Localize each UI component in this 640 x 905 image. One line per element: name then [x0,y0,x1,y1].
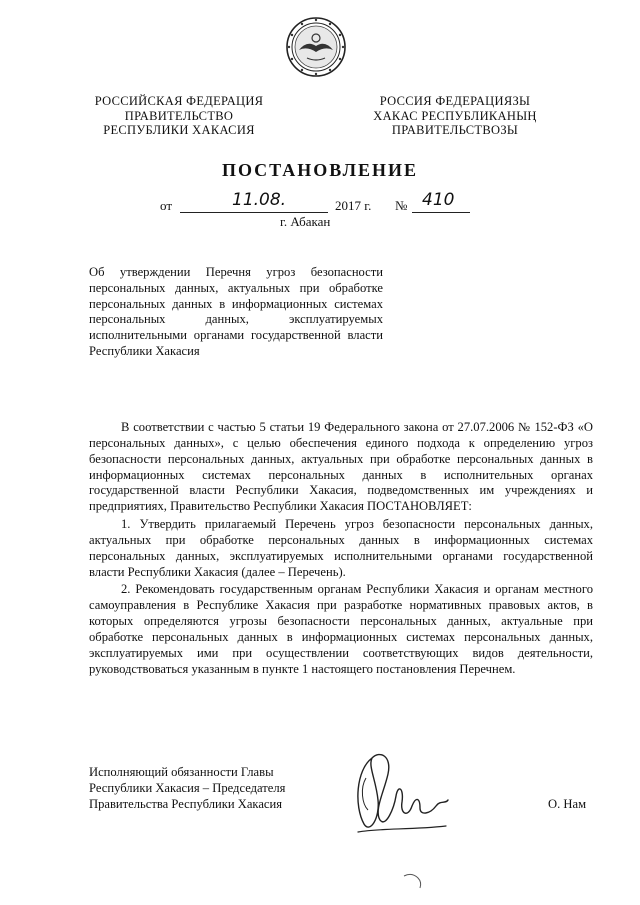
preamble-paragraph: В соответствии с частью 5 статьи 19 Федерального закона от 27.07.2006 № 152-ФЗ «О персональных данных», с целью обеспечения единого подхода к определению угроз безопасности персональных данных, актуальных при обработке персональных данных в информационных системах персональных данных в исполнительных органах государственной власти Республики Хакасия, подведомственных им учреждениях и предприятиях, Правительство Республики Хакасия ПОСТАНОВЛЯЕТ: [89,420,593,514]
header-right-block [360,94,550,138]
number-underline [412,212,470,213]
header-left-line: ПРАВИТЕЛЬСТВО [124,108,234,123]
from-label: от [160,198,173,213]
pen-mark [400,870,430,890]
date-underline [180,212,328,213]
handwritten-number: 410 [422,190,455,210]
date-number-line [160,190,480,216]
document-body [89,420,593,678]
handwritten-signature [350,748,460,840]
signatory-position-line: Республики Хакасия – Председателя [89,781,286,795]
signatory-position-line: Правительства Республики Хакасия [89,797,283,811]
header-left-line: РЕСПУБЛИКИ ХАКАСИЯ [103,123,255,137]
header-right-line: ХАКАС РЕСПУБЛИКАНЫҢ [373,108,537,123]
year-label: 2017 г. [335,198,372,213]
signatory-position-line: Исполняющий обязанности Главы [89,765,274,779]
point-2-paragraph: 2. Рекомендовать государственным органам Республики Хакасия и органам местного самоуправления в Республике Хакасия при разработке нормативных правовых актов, в которых определяются угрозы безопасности персональных данных, актуальные при обработке персональных данных в информационных системах персональных данных, эксплуатируемых ими при осуществлении соответствующих видов деятельности, руководствоваться указанным в пункте 1 настоящего постановления Перечнем. [89,582,593,676]
document-subject: Об утверждении Перечня угроз безопасности персональных данных, актуальных при обработке персональных данных в информационных системах персональных данных, эксплуатируемых исполнительными органами государственной власти Республики Хакасия [89,265,383,358]
signatory-position [89,764,329,812]
signatory-name: О. Нам [548,797,587,811]
header-right-line: ПРАВИТЕЛЬСТВОЗЫ [391,123,519,137]
coat-of-arms-emblem [285,16,347,78]
number-label: № [395,198,408,213]
handwritten-date: 11.08. [232,190,287,210]
point-1-paragraph: 1. Утвердить прилагаемый Перечень угроз безопасности персональных данных, актуальных при обработке персональных данных в информационных системах персональных данных, эксплуатируемых исполнительными органами государственной власти Республики Хакасия (далее – Перечень). [89,517,593,579]
header-left-line: РОССИЙСКАЯ ФЕДЕРАЦИЯ [94,94,264,108]
document-title: ПОСТАНОВЛЕНИЕ [221,160,419,180]
header-right-line: РОССИЯ ФЕДЕРАЦИЯЗЫ [379,94,531,108]
city-label: г. Абакан [280,214,331,229]
header-left-block [84,94,274,138]
